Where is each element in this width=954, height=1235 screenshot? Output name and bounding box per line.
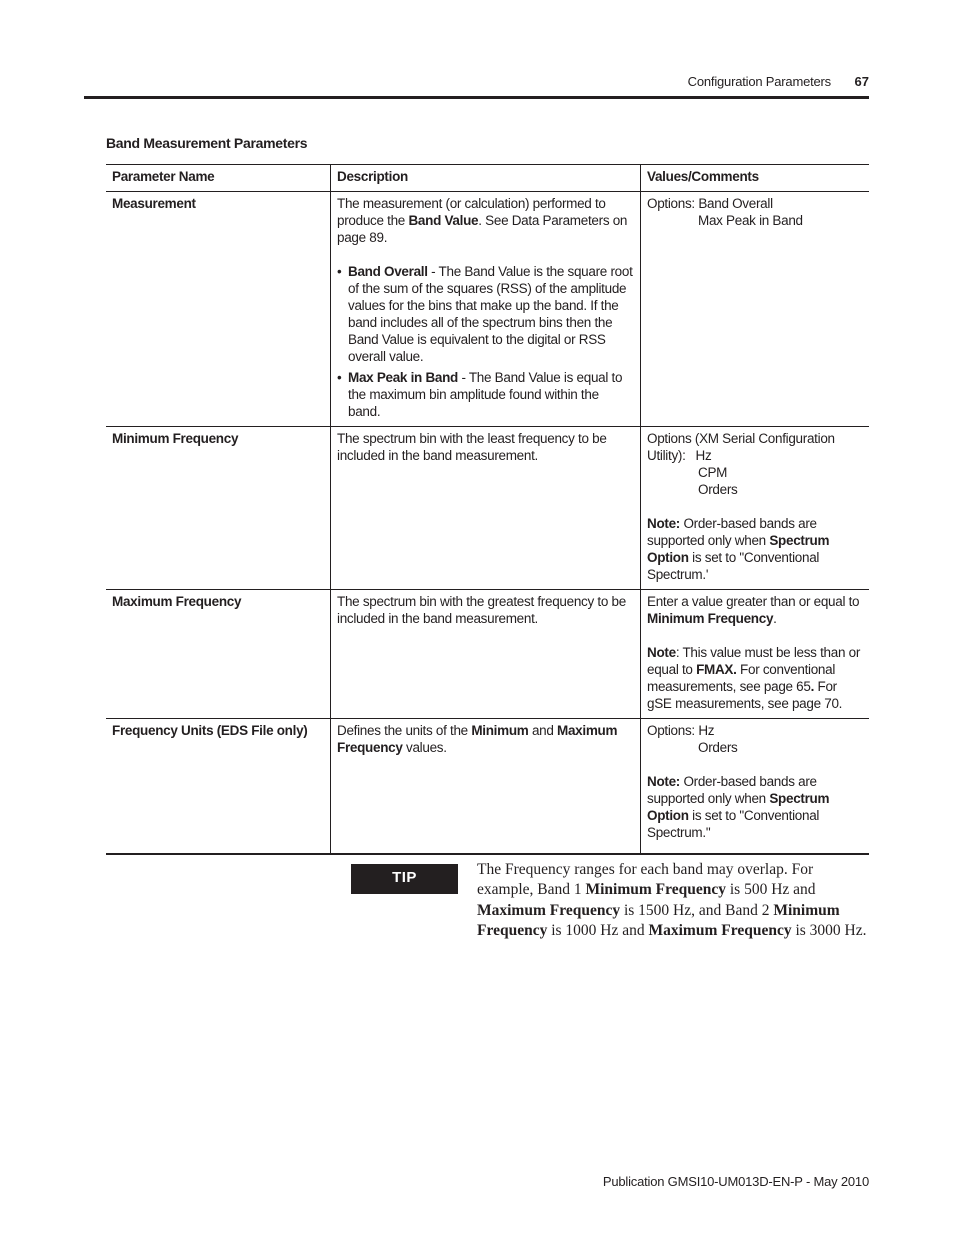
parameter-name: Minimum Frequency [106, 427, 331, 590]
values-note: Note: This value must be less than or equal to FMAX. For conventional measurements, see page 65. For gSE measurements, see page 70. [647, 645, 861, 711]
section-label: Configuration Parameters [687, 74, 831, 89]
values-line: Options: Band Overall [647, 196, 773, 211]
header-rule [84, 96, 869, 99]
page-header [84, 74, 869, 98]
bullet-band-overall: • Band Overall - The Band Value is the square root of the sum of the squares (RSS) of the amplitude values for the bins that make up the band. If the band includes all of the spectrum bins then the Band Value is equivalent to the digital or RSS overall value. [337, 263, 634, 365]
column-header-description: Description [331, 165, 641, 192]
values-line: Utility): Hz [647, 448, 712, 463]
column-header-values: Values/Comments [641, 165, 870, 192]
band-parameters-table [106, 164, 869, 855]
table-row [106, 427, 869, 590]
parameter-values [641, 719, 870, 855]
tip-badge: TIP [351, 864, 458, 894]
values-line: Options: Hz [647, 723, 715, 738]
values-line: Max Peak in Band [698, 213, 803, 228]
table-row [106, 590, 869, 719]
parameter-description: The spectrum bin with the least frequency to be included in the band measurement. [331, 427, 641, 590]
parameter-description: Defines the units of the Minimum and Maximum Frequency values. [331, 719, 641, 855]
values-line: Orders [698, 740, 738, 755]
parameter-values [641, 590, 870, 719]
column-header-parameter-name: Parameter Name [106, 165, 331, 192]
description-intro: The measurement (or calculation) performed to produce the Band Value. See Data Parameters on page 89. [337, 196, 628, 245]
publication-footer: Publication GMSI10-UM013D-EN-P - May 2010 [602, 1174, 869, 1189]
values-line: Enter a value greater than or equal to Minimum Frequency. [647, 594, 860, 626]
values-note: Note: Order-based bands are supported only when Spectrum Option is set to "Conventional Spectrum.' [647, 516, 830, 582]
parameter-name: Measurement [106, 192, 331, 427]
bullet-max-peak: • Max Peak in Band - The Band Value is equal to the maximum bin amplitude found within the band. [337, 369, 634, 420]
values-line: CPM [698, 465, 728, 480]
parameter-description [331, 192, 641, 427]
page-number: 67 [854, 74, 869, 89]
table-row [106, 192, 869, 427]
table-row [106, 719, 869, 855]
parameter-name: Frequency Units (EDS File only) [106, 719, 331, 855]
parameter-description: The spectrum bin with the greatest frequency to be included in the band measurement. [331, 590, 641, 719]
parameter-name: Maximum Frequency [106, 590, 331, 719]
parameter-values [641, 427, 870, 590]
table-title: Band Measurement Parameters [106, 135, 308, 151]
parameter-values [641, 192, 870, 427]
values-note: Note: Order-based bands are supported only when Spectrum Option is set to "Conventional Spectrum." [647, 774, 830, 840]
values-line: Options (XM Serial Configuration [647, 431, 835, 446]
tip-text: The Frequency ranges for each band may overlap. For example, Band 1 Minimum Frequency is 500 Hz and Maximum Frequency is 1500 Hz, and Band 2 Minimum Frequency is 1000 Hz and Maximum Frequency is 3000 Hz. [477, 861, 867, 939]
values-line: Orders [698, 482, 738, 497]
table-header-row [106, 165, 869, 192]
